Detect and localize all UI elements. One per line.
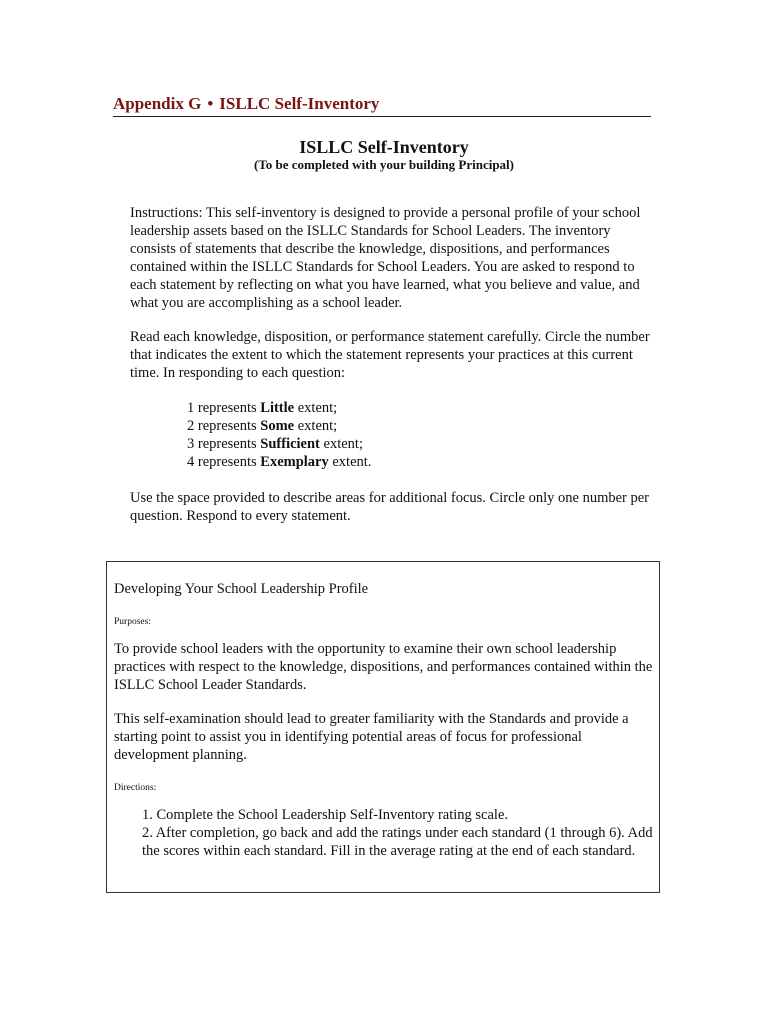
purposes-label: Purposes: xyxy=(114,617,151,627)
scale-suffix: extent; xyxy=(319,436,363,452)
rating-scale-list xyxy=(187,399,371,471)
appendix-section-title: ISLLC Self-Inventory xyxy=(219,94,380,113)
scale-term: Little xyxy=(260,400,295,416)
scale-suffix: extent; xyxy=(294,418,338,434)
directions-label: Directions: xyxy=(114,783,157,793)
direction-item: 1. Complete the School Leadership Self-Inventory rating scale. xyxy=(142,807,509,823)
scale-prefix: 2 represents xyxy=(187,418,261,434)
scale-suffix: extent; xyxy=(294,400,338,416)
scale-term: Some xyxy=(260,418,295,434)
direction-item: 2. After completion, go back and add the ratings under each standard (1 through 6). Add the scores within each standard. Fill in the average rating at the end of each standard. xyxy=(142,825,653,859)
scale-prefix: 3 represents xyxy=(187,436,261,452)
scale-item xyxy=(187,435,371,453)
instructions-paragraph: Instructions: This self-inventory is designed to provide a personal profile of your school leadership assets based on the ISLLC Standards for School Leaders. The inventory consists of statements that describe the knowledge, dispositions, and performances contained within the ISLLC Standards for School Leaders. You are asked to respond to each statement by reflecting on what you have learned, what you believe and value, and what you are accomplishing as a school leader. xyxy=(130,205,641,311)
profile-box-title: Developing Your School Leadership Profile xyxy=(114,581,369,597)
reading-guidance-paragraph: Read each knowledge, disposition, or performance statement carefully. Circle the number that indicates the extent to which the statement represents your practices at this current time. In responding to each question: xyxy=(130,329,650,381)
leadership-profile-box xyxy=(106,561,660,893)
scale-term: Exemplary xyxy=(260,454,329,470)
scale-item xyxy=(187,453,371,471)
scale-suffix: extent. xyxy=(328,454,372,470)
appendix-label: Appendix G xyxy=(113,94,202,113)
purpose-paragraph: This self-examination should lead to greater familiarity with the Standards and provide a starting point to assist you in identifying potential areas of focus for professional development planning. xyxy=(114,711,629,763)
scale-prefix: 1 represents xyxy=(187,400,261,416)
response-guidance-paragraph: Use the space provided to describe areas for additional focus. Circle only one number per question. Respond to every statement. xyxy=(130,490,649,524)
scale-item xyxy=(187,399,371,417)
purpose-paragraph: To provide school leaders with the opportunity to examine their own school leadership practices with respect to the knowledge, dispositions, and performances contained within the ISLLC School Leader Standards. xyxy=(114,641,653,693)
scale-prefix: 4 represents xyxy=(187,454,261,470)
scale-item xyxy=(187,417,371,435)
scale-term: Sufficient xyxy=(260,436,320,452)
directions-list xyxy=(142,806,654,860)
document-title: ISLLC Self-Inventory xyxy=(299,137,469,157)
header-separator: • xyxy=(207,94,214,113)
document-subtitle: (To be completed with your building Principal) xyxy=(253,157,515,172)
appendix-header xyxy=(113,94,651,117)
